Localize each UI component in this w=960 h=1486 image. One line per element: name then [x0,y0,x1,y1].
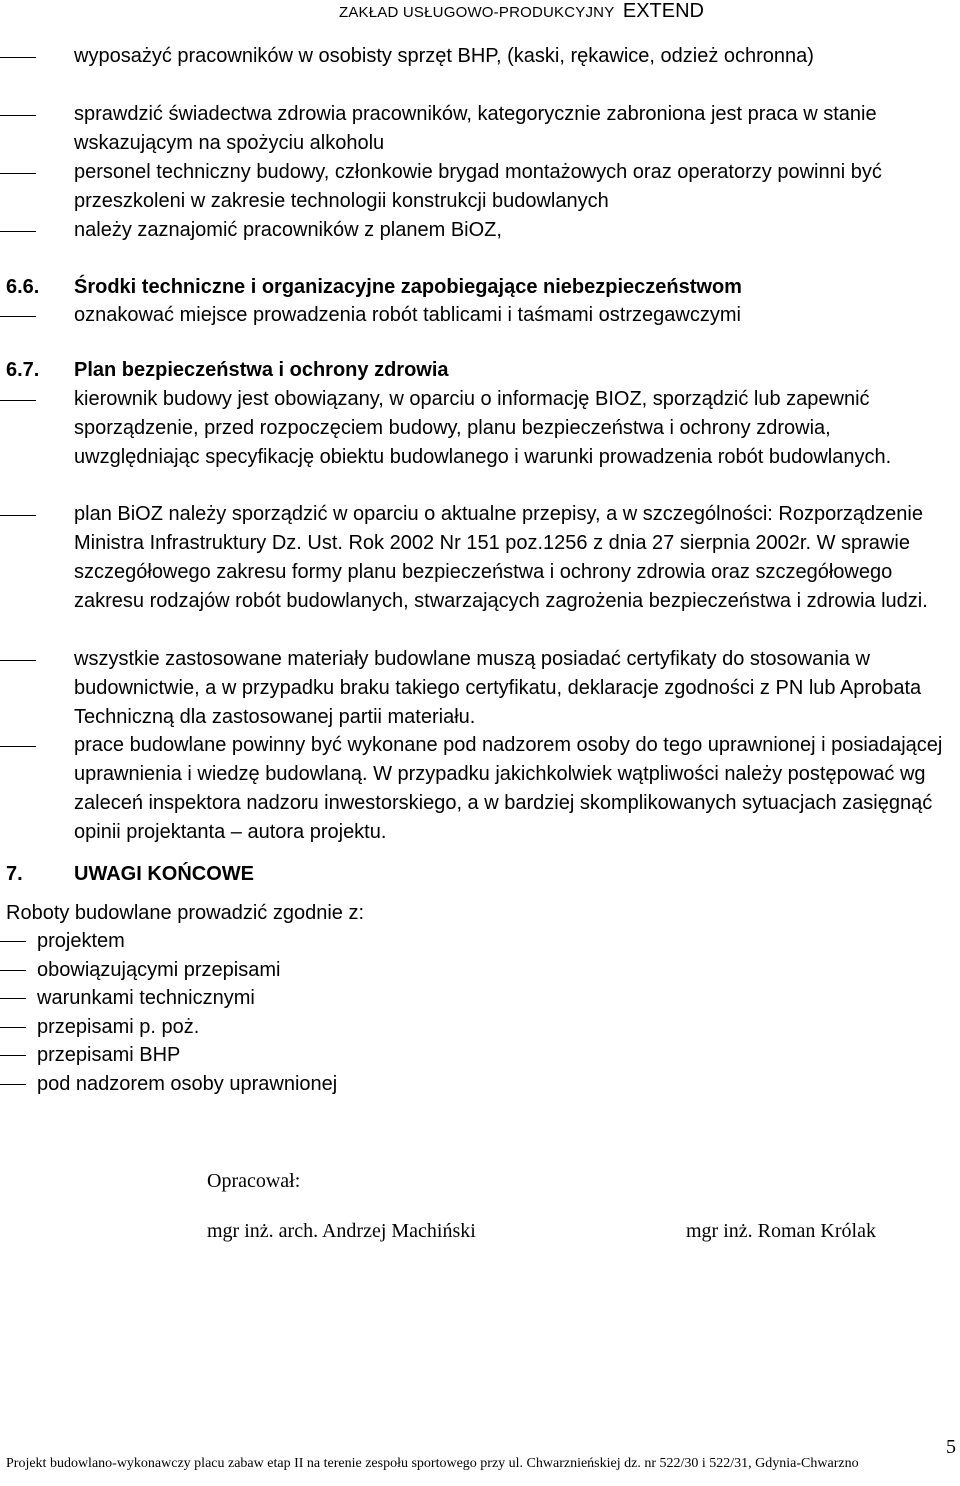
list-item: kierownik budowy jest obowiązany, w oparciu o informację BIOZ, sporządzić lub zapewnić sporządzenie, przed rozpoczęciem budowy, planu bezpieczeństwa i ochrony zdrowia, uwzględniając specyfikację obiektu budowlanego i warunki prowadzenia robót budowlanych. [74,388,892,468]
section-heading: UWAGI KOŃCOWE [74,863,254,885]
bullet-dash [0,515,36,516]
bullet-dash [0,660,36,661]
list-item: oznakować miejsce prowadzenia robót tablicami i taśmami ostrzegawczymi [74,304,741,326]
section-heading: Środki techniczne i organizacyjne zapobiegające niebezpieczeństwom [74,276,742,298]
bullet-dash [0,115,36,116]
page-number: 5 [946,1436,956,1458]
section-intro: Roboty budowlane prowadzić zgodnie z: [6,902,364,924]
page-footer: Projekt budowlano-wykonawczy placu zabaw etap II na terenie zespołu sportowego przy ul. Chwarznieńskiej dz. nr 522/30 i 522/31, Gdynia-Chwarzno [6,1456,859,1471]
bullet-dash [0,173,36,174]
section-number: 7. [6,863,23,885]
page-header [339,0,704,23]
bullet-dash [0,231,36,232]
list-item: przepisami p. poż. [37,1016,200,1038]
list-item: należy zaznajomić pracowników z planem BiOZ, [74,219,502,241]
bullet-dash [0,998,26,999]
list-item: wszystkie zastosowane materiały budowlane muszą posiadać certyfikaty do stosowania w budownictwie, a w przypadku braku takiego certyfikatu, deklaracje zgodności z PN lub Aprobata Techniczną dla zastosowanej partii materiału. [74,648,922,728]
signature-label: Opracował: [207,1170,301,1192]
list-item: plan BiOZ należy sporządzić w oparciu o aktualne przepisy, a w szczególności: Rozporządzenie Ministra Infrastruktury Dz. Ust. Rok 2002 Nr 151 poz.1256 z dnia 27 sierpnia 2002r. W sprawie szczegółowego zakresu formy planu bezpieczeństwa i ochrony zdrowia oraz szczegółowego zakresu rodzajów robót budowlanych, stwarzających zagrożenia bezpieczeństwa i zdrowia ludzi. [74,503,928,612]
bullet-dash [0,746,36,747]
bullet-dash [0,400,36,401]
section-number: 6.7. [6,359,40,381]
list-item: obowiązującymi przepisami [37,959,281,981]
bullet-dash [0,316,36,317]
bullet-dash [0,1055,26,1056]
list-item: przepisami BHP [37,1044,181,1066]
header-brand: EXTEND [622,0,704,22]
section-heading: Plan bezpieczeństwa i ochrony zdrowia [74,359,449,381]
list-item: warunkami technicznymi [37,987,255,1009]
bullet-dash [0,941,26,942]
list-item: sprawdzić świadectwa zdrowia pracowników, kategorycznie zabroniona jest praca w stanie wskazującym na spożyciu alkoholu [74,103,877,154]
bullet-dash [0,1084,26,1085]
signature-author-2: mgr inż. Roman Królak [686,1220,876,1242]
signature-author-1: mgr inż. arch. Andrzej Machiński [207,1220,476,1242]
header-company: ZAKŁAD USŁUGOWO-PRODUKCYJNY [338,4,615,21]
bullet-dash [0,57,36,58]
bullet-dash [0,970,26,971]
list-item: projektem [37,930,125,952]
list-item: pod nadzorem osoby uprawnionej [37,1073,338,1095]
bullet-dash [0,1027,26,1028]
list-item: wyposażyć pracowników w osobisty sprzęt BHP, (kaski, rękawice, odzież ochronna) [74,45,814,67]
section-number: 6.6. [6,276,40,298]
list-item: prace budowlane powinny być wykonane pod nadzorem osoby do tego uprawnionej i posiadającej uprawnienia i wiedzę budowlaną. W przypadku jakichkolwiek wątpliwości należy postępować wg zaleceń inspektora nadzoru inwestorskiego, a w bardziej skomplikowanych sytuacjach zasięgnąć opinii projektanta – autora projektu. [74,734,943,843]
list-item: personel techniczny budowy, członkowie brygad montażowych oraz operatorzy powinni być przeszkoleni w zakresie technologii konstrukcji budowlanych [74,161,882,212]
